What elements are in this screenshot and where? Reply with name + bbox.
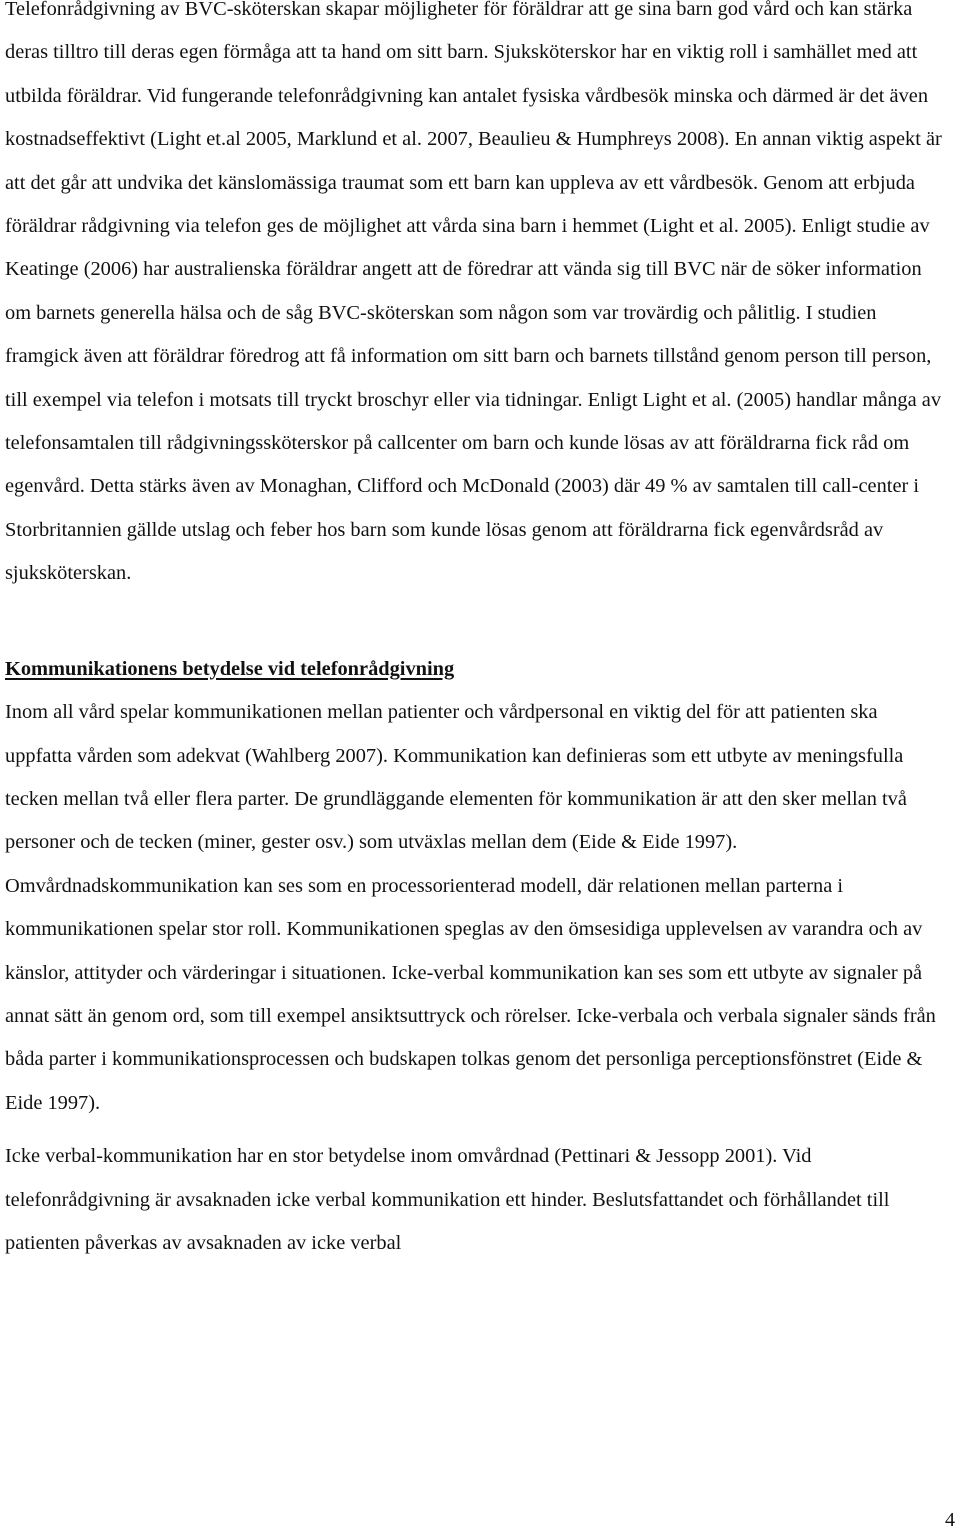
body-paragraph-telefonradgivning: Telefonrådgivning av BVC-sköterskan skapar möjligheter för föräldrar att ge sina barn god vård och kan stärka deras tilltro till deras egen förmåga att ta hand om sitt barn. Sjuksköterskor har en viktig roll i samhället med att utbilda föräldrar. Vid fungerande telefonrådgivning kan antalet fysiska vårdbesök minska och därmed är det även kostnadseffektivt (Light et.al 2005, Marklund et al. 2007, Beaulieu & Humphreys 2008). En annan viktig aspekt är att det går att undvika det känslomässiga traumat som ett barn kan uppleva av ett vårdbesök. Genom att erbjuda föräldrar rådgivning via telefon ges de möjlighet att vårda sina barn i hemmet (Light et al. 2005). Enligt studie av Keatinge (2006) har australienska föräldrar angett att de föredrar att vända sig till BVC när de söker information om barnets generella hälsa och de såg BVC-sköterskan som någon som var trovärdig och pålitlig. I studien framgick även att föräldrar föredrog att få information om sitt barn och barnets tillstånd genom person till person, till exempel via telefon i motsats till tryckt broschyr eller via tidningar. Enligt Light et al. (2005) handlar många av telefonsamtalen till rådgivningssköterskor på callcenter om barn och kunde lösas av att föräldrarna fick råd om egenvård. Detta stärks även av Monaghan, Clifford och McDonald (2003) där 49 % av samtalen till call-center i Storbritannien gällde utslag och feber hos barn som kunde lösas genom att föräldrarna fick egenvårdsråd av sjuksköterskan. [5,0,942,585]
body-paragraph-icke-verbal: Icke verbal-kommunikation har en stor betydelse inom omvårdnad (Pettinari & Jessopp 2001). Vid telefonrådgivning är avsaknaden icke verbal kommunikation ett hinder. Beslutsfattandet och förhållandet till patienten påverkas av avsaknaden av icke verbal [5,1145,890,1254]
section-heading: Kommunikationens betydelse vid telefonrådgivning [5,657,455,680]
document-page [5,0,947,1265]
body-paragraph-kommunikation: Inom all vård spelar kommunikationen mellan patienter och vårdpersonal en viktig del för att patienten ska uppfatta vården som adekvat (Wahlberg 2007). Kommunikation kan definieras som ett utbyte av meningsfulla tecken mellan två eller flera parter. De grundläggande elementen för kommunikation är att den sker mellan två personer och de tecken (miner, gester osv.) som utväxlas mellan dem (Eide & Eide 1997). Omvårdnadskommunikation kan ses som en processorienterad modell, där relationen mellan parterna i kommunikationen spelar stor roll. Kommunikationen speglas av den ömsesidiga upplevelsen av varandra och av känslor, attityder och värderingar i situationen. Icke-verbal kommunikation kan ses som ett utbyte av signaler på annat sätt än genom ord, som till exempel ansiktsuttryck och rörelser. Icke-verbala och verbala signaler sänds från båda parter i kommunikationsprocessen och budskapen tolkas genom det personliga perceptionsfönstret (Eide & Eide 1997). [5,701,936,1114]
page-number: 4 [945,1509,955,1531]
